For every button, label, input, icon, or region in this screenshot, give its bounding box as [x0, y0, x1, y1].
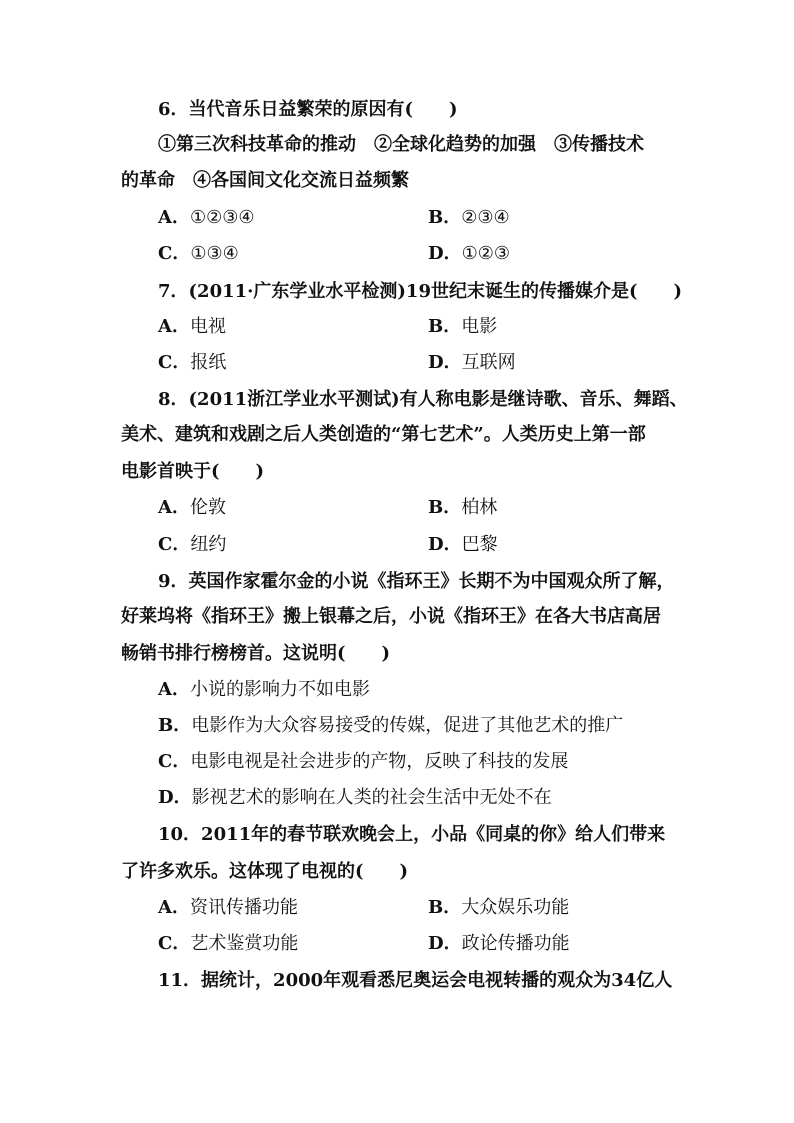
q8-option-b: B．柏林: [428, 497, 498, 518]
q7-option-a: A．电视: [158, 316, 226, 337]
q9-option-d: D．影视艺术的影响在人类的社会生活中无处不在: [158, 787, 552, 808]
q10-option-d: D．政论传播功能: [428, 933, 570, 954]
q11-line1: 11．据统计，2000年观看悉尼奥运会电视转播的观众为34亿人: [158, 970, 673, 991]
q8-option-d: D．巴黎: [428, 534, 498, 555]
q8-line2: 美术、建筑和戏剧之后人类创造的“第七艺术”。人类历史上第一部: [121, 424, 646, 445]
q9-option-a: A．小说的影响力不如电影: [158, 679, 370, 700]
q9-option-b: B．电影作为大众容易接受的传媒，促进了其他艺术的推广: [158, 715, 624, 736]
q10-line1: 10．2011年的春节联欢晚会上，小品《同桌的你》给人们带来: [158, 824, 666, 845]
q10-option-b: B．大众娱乐功能: [428, 897, 570, 918]
q9-line1: 9．英国作家霍尔金的小说《指环王》长期不为中国观众所了解，: [158, 571, 675, 592]
q8-option-a: A．伦敦: [158, 497, 226, 518]
q9-option-c: C．电影电视是社会进步的产物，反映了科技的发展: [158, 751, 569, 772]
q7-stem: 7．(2011·广东学业水平检测)19世纪末诞生的传播媒介是( ): [158, 281, 683, 302]
q6-items-line2: 的革命 ④各国间文化交流日益频繁: [121, 170, 409, 191]
q6-option-d: D．①②③: [428, 243, 511, 264]
q7-option-b: B．电影: [428, 316, 498, 337]
q10-option-a: A．资讯传播功能: [158, 897, 298, 918]
q9-line2: 好莱坞将《指环王》搬上银幕之后，小说《指环王》在各大书店高居: [121, 606, 661, 627]
q7-option-c: C．报纸: [158, 352, 227, 373]
q7-option-d: D．互联网: [428, 352, 516, 373]
q10-option-c: C．艺术鉴赏功能: [158, 933, 299, 954]
q6-option-b: B．②③④: [428, 207, 510, 228]
q9-line3: 畅销书排行榜榜首。这说明( ): [121, 643, 391, 664]
q6-option-a: A．①②③④: [158, 207, 255, 228]
q6-option-c: C．①③④: [158, 243, 239, 264]
q8-line3: 电影首映于( ): [121, 461, 265, 482]
q8-option-c: C．纽约: [158, 534, 227, 555]
q6-items-line1: ①第三次科技革命的推动 ②全球化趋势的加强 ③传播技术: [158, 134, 644, 155]
q8-line1: 8．(2011浙江学业水平测试)有人称电影是继诗歌、音乐、舞蹈、: [158, 389, 688, 410]
q6-stem: 6．当代音乐日益繁荣的原因有( ): [158, 99, 458, 120]
q10-line2: 了许多欢乐。这体现了电视的( ): [121, 861, 409, 882]
